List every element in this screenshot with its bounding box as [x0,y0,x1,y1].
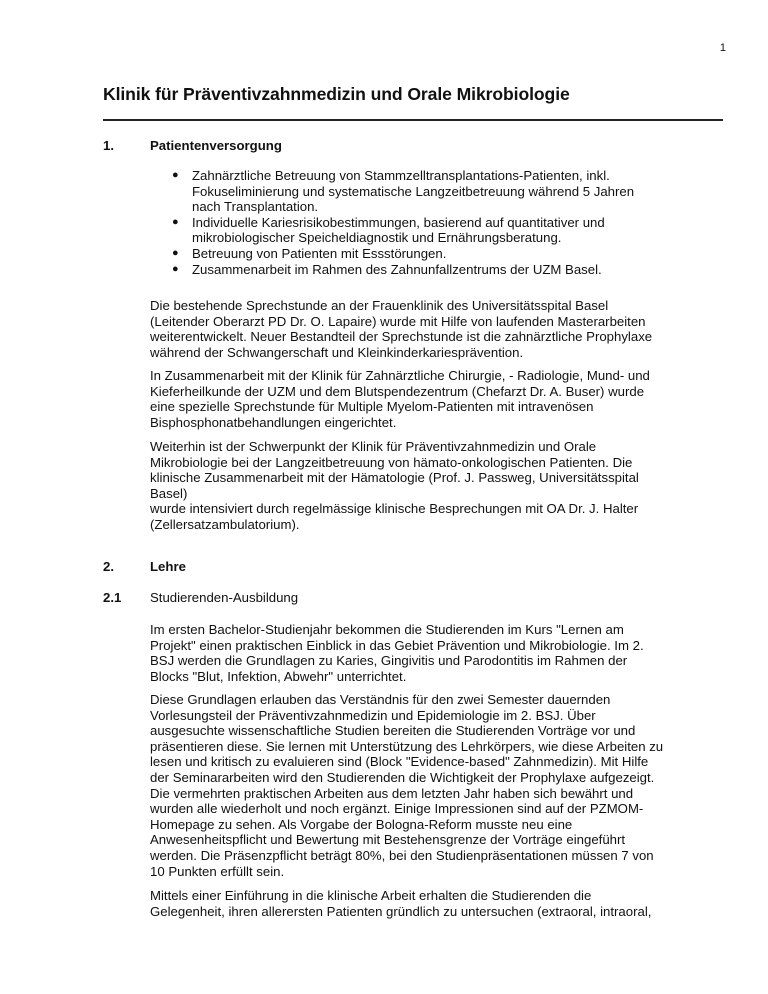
paragraph-line: Die vermehrten praktischen Arbeiten aus dem letzten Jahr haben sich bewährt und [150,785,634,801]
paragraph-line: Projekt" einen praktischen Einblick in das Gebiet Prävention und Mikrobiologie. Im 2. [150,637,644,653]
paragraph-line: Basel) [150,485,188,501]
title-rule [103,119,723,121]
paragraph-line: weiterentwickelt. Neuer Bestandteil der Sprechstunde ist die zahnärztliche Prophylaxe [150,329,653,345]
subsection-2-1-number: 2.1 [103,590,122,605]
paragraph-line: Homepage zu sehen. Als Vorgabe der Bologna-Reform musste neu eine [150,816,573,832]
bullet-item [172,168,712,215]
paragraph-frauenklinik [150,298,730,360]
paragraph-line: Anwesenheitspflicht und Bewertung mit Bestehensgrenze der Vorträge eingeführt [150,832,626,848]
paragraph-line: In Zusammenarbeit mit der Klinik für Zahnärztliche Chirurgie, - Radiologie, Mund- und [150,368,650,383]
page-number: 1 [719,42,726,54]
paragraph-einfuehrung [150,888,730,919]
paragraph-line: Mittels einer Einführung in die klinische Arbeit erhalten die Studierenden die [150,888,592,903]
paragraph-line: wurde intensiviert durch regelmässige klinische Besprechungen mit OA Dr. J. Halter [150,501,639,517]
paragraph-line: Blocks "Blut, Infektion, Abwehr" unterrichtet. [150,668,407,684]
subsection-2-1-heading: Studierenden-Ausbildung [150,590,299,605]
section-1-heading: Patientenversorgung [150,138,282,153]
paragraph-line: Weiterhin ist der Schwerpunkt der Klinik für Präventivzahnmedizin und Orale [150,439,597,454]
paragraph-line: Bisphosphonatbehandlungen eingerichtet. [150,414,397,430]
bullet-text: Fokuseliminierung und systematische Langzeitbetreuung während 5 Jahren [192,183,635,199]
bullet-text: Betreuung von Patienten mit Essstörungen. [192,245,447,261]
bullet-text: Individuelle Kariesrisikobestimmungen, basierend auf quantitativer und [192,214,605,230]
paragraph-haematologie [150,439,730,533]
paragraph-line: werden. Die Präsenzpflicht beträgt 80%, bei den Studienpräsentationen müssen 7 von [150,847,654,863]
paragraph-line: ausgesuchte wissenschaftliche Studien bereiten die Studierenden Vorträge vor und [150,723,636,739]
paragraph-line: Vorlesungsteil der Präventivzahnmedizin und Epidemiologie im 2. BSJ. Über [150,707,596,723]
patient-care-bullet-list [172,168,712,277]
bullet-text: nach Transplantation. [192,199,319,215]
bullet-text: mikrobiologischer Speicheldiagnostik und Ernährungsberatung. [192,230,562,246]
bullet-item [172,262,712,278]
bullet-icon: ● [172,215,179,228]
paragraph-line: Gelegenheit, ihren allerersten Patienten gründlich zu untersuchen (extraoral, intraoral, [150,903,652,919]
paragraph-line: lesen und kritisch zu evaluieren sind (Block "Evidence-based" Zahnmedizin). Mit Hilfe [150,754,649,770]
paragraph-line: Im ersten Bachelor-Studienjahr bekommen die Studierenden im Kurs "Lernen am [150,622,624,637]
section-2-heading: Lehre [150,559,186,574]
paragraph-line: Mikrobiologie bei der Langzeitbetreuung von hämato-onkologischen Patienten. Die [150,454,633,470]
paragraph-line: BSJ werden die Grundlagen zu Karies, Gingivitis und Parodontitis im Rahmen der [150,653,628,669]
paragraph-line: präsentieren diese. Sie lernen mit Unterstützung des Lehrkörpers, wie diese Arbeiten zu [150,738,664,754]
bullet-icon: ● [172,246,179,259]
section-2-number: 2. [103,559,114,574]
paragraph-bachelor [150,622,730,684]
bullet-text: Zusammenarbeit im Rahmen des Zahnunfallzentrums der UZM Basel. [192,261,602,277]
paragraph-line: 10 Punkten erfüllt sein. [150,863,285,879]
paragraph-grundlagen [150,692,730,879]
paragraph-line: klinische Zusammenarbeit mit der Hämatologie (Prof. J. Passweg, Universitätsspital [150,470,639,486]
paragraph-line: während der Schwangerschaft und Kleinkinderkariesprävention. [150,344,524,360]
bullet-item [172,246,712,262]
paragraph-line: Die bestehende Sprechstunde an der Frauenklinik des Universitätsspital Basel [150,298,609,313]
paragraph-line: eine spezielle Sprechstunde für Multiple Myelom-Patienten mit intravenösen [150,399,594,415]
paragraph-myelom [150,368,730,430]
paragraph-line: (Leitender Oberarzt PD Dr. O. Lapaire) wurde mit Hilfe von laufenden Masterarbeiten [150,313,646,329]
bullet-icon: ● [172,169,179,181]
paragraph-line: Kieferheilkunde der UZM und dem Blutspendezentrum (Chefarzt Dr. A. Buser) wurde [150,383,645,399]
bullet-icon: ● [172,262,179,275]
document-title: Klinik für Präventivzahnmedizin und Orale Mikrobiologie [103,84,570,104]
bullet-text: Zahnärztliche Betreuung von Stammzelltransplantations-Patienten, inkl. [192,168,610,183]
section-1-number: 1. [103,138,114,153]
paragraph-line: Diese Grundlagen erlauben das Verständnis für den zwei Semester dauernden [150,692,611,707]
paragraph-line: wurden alle wiederholt und noch ergänzt. Einige Impressionen sind auf der PZMOM- [150,801,644,817]
paragraph-line: der Seminararbeiten wird den Studierenden die Wichtigkeit der Prophylaxe aufgezeigt. [150,769,655,785]
paragraph-line: (Zellersatzambulatorium). [150,516,300,532]
bullet-item [172,215,712,246]
